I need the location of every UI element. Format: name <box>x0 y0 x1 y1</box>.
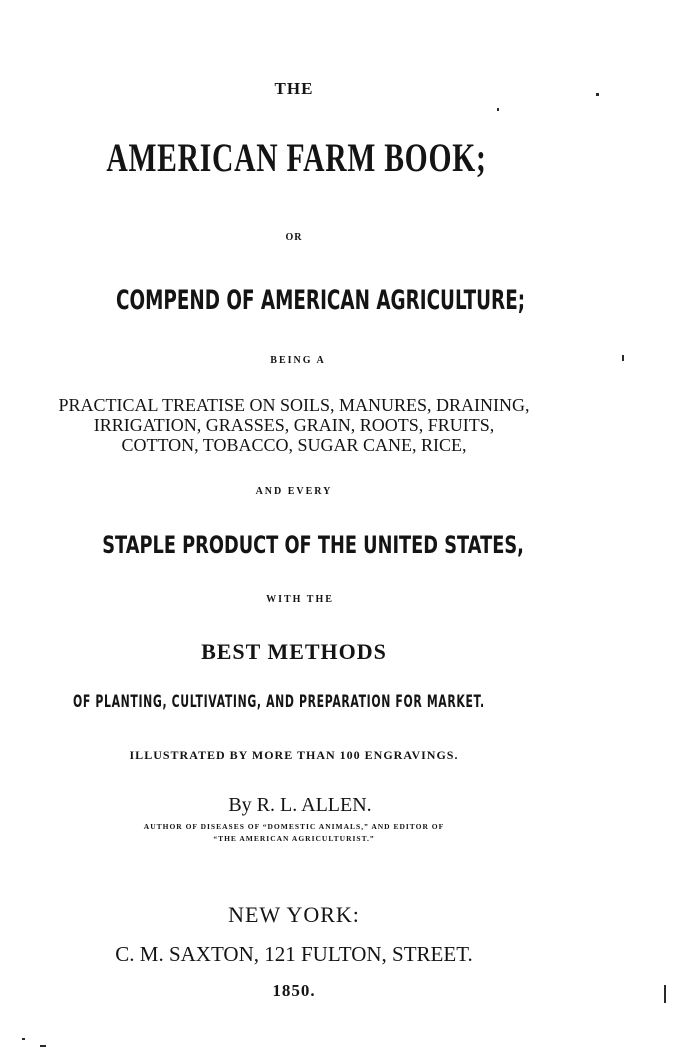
staple-product: STAPLE PRODUCT OF THE UNITED STATES, <box>102 531 524 559</box>
title-or: OR <box>285 232 303 243</box>
author-credit: AUTHOR OF DISEASES OF “DOMESTIC ANIMALS,” AND EDITOR OF <box>143 822 445 831</box>
publication-year: 1850. <box>272 981 316 1000</box>
scan-speck <box>497 108 499 111</box>
with-the: WITH THE <box>266 594 334 605</box>
scan-speck <box>22 1038 25 1040</box>
publisher: C. M. SAXTON, 121 FULTON, STREET. <box>115 942 473 966</box>
title-the: THE <box>274 79 314 98</box>
scan-speck <box>40 1045 46 1047</box>
author-line: By R. L. ALLEN. <box>228 794 372 816</box>
planting-line: OF PLANTING, CULTIVATING, AND PREPARATION FOR MARKET. <box>73 692 485 712</box>
main-title: AMERICAN FARM BOOK; <box>106 135 487 180</box>
best-methods: BEST METHODS <box>201 639 387 664</box>
author-credit: “THE AMERICAN AGRICULTURIST.” <box>213 834 375 843</box>
publication-place: NEW YORK: <box>228 902 360 927</box>
scan-speck <box>664 985 666 1003</box>
subtitle: COMPEND OF AMERICAN AGRICULTURE; <box>116 285 526 316</box>
scan-speck <box>622 355 624 361</box>
being-a: BEING A <box>270 355 326 366</box>
scan-speck <box>596 93 599 96</box>
illustrated-line: ILLUSTRATED BY MORE THAN 100 ENGRAVINGS. <box>129 748 459 762</box>
treatise-line: COTTON, TOBACCO, SUGAR CANE, RICE, <box>121 435 467 455</box>
and-every: AND EVERY <box>255 486 333 497</box>
treatise-line: IRRIGATION, GRASSES, GRAIN, ROOTS, FRUITS, <box>93 415 495 435</box>
treatise-line: PRACTICAL TREATISE ON SOILS, MANURES, DRAINING, <box>58 395 530 415</box>
